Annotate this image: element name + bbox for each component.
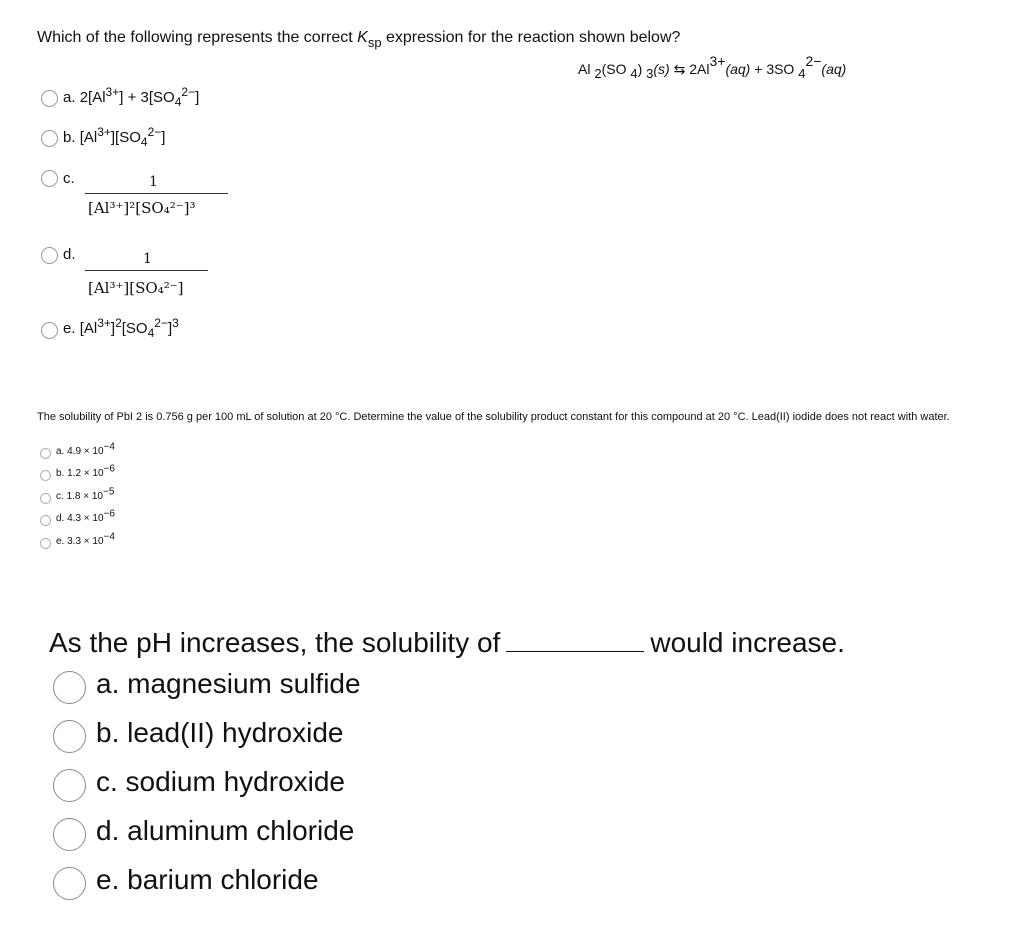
question-1-prompt: Which of the following represents the correct $K_{sp}$ expression for the reaction shown below? [37, 29, 681, 50]
q2-option-e-radio[interactable] [40, 538, 51, 549]
answer-blank [506, 650, 644, 652]
q3-option-e[interactable]: e. barium chloride [96, 864, 319, 895]
q1-option-c-numerator: 1 [149, 174, 158, 190]
q3-option-c-radio[interactable] [53, 769, 86, 802]
equilibrium-arrow-icon: ⇆ [673, 62, 686, 78]
q1-option-d-denominator: [Al³⁺][SO₄²⁻] [88, 279, 184, 297]
q2-option-d-radio[interactable] [40, 515, 51, 526]
q1-option-d-radio[interactable] [41, 247, 58, 264]
q1-option-a-radio[interactable] [41, 90, 58, 107]
question-3-prompt: As the pH increases, the solubility of would increase. [49, 627, 845, 658]
q3-option-a-radio[interactable] [53, 671, 86, 704]
q1-option-d-numerator: 1 [143, 251, 152, 267]
q1-option-c-radio[interactable] [41, 170, 58, 187]
q2-option-d[interactable]: d. $4.3 \times 10^{-6}$ [56, 508, 115, 524]
q3-option-c[interactable]: c. sodium hydroxide [96, 766, 346, 797]
q3-option-d-radio[interactable] [53, 818, 86, 851]
q2-option-c-radio[interactable] [40, 493, 51, 504]
q3-option-d[interactable]: d. aluminum chloride [96, 815, 355, 846]
q3-option-b-radio[interactable] [53, 720, 86, 753]
q3-option-a[interactable]: a. magnesium sulfide [96, 668, 361, 699]
q3-option-b[interactable]: b. lead(II) hydroxide [96, 717, 344, 748]
q1-option-c-denominator: [Al³⁺]²[SO₄²⁻]³ [88, 199, 196, 217]
q1-option-d-fraction-bar [85, 270, 208, 271]
q1-option-e[interactable]: e. $[Al^{3+}]^2[SO_4^{2-}]^3$ [63, 316, 179, 340]
q1-option-c-letter: c. [63, 170, 75, 187]
q2-option-a-radio[interactable] [40, 448, 51, 459]
q2-option-c[interactable]: c. $1.8 \times 10^{-5}$ [56, 486, 115, 502]
q1-option-e-radio[interactable] [41, 322, 58, 339]
q1-option-c-fraction-bar [85, 193, 228, 194]
question-1-reaction: Al $_2$(SO $_4$) $_3$(s) ⇆ $2Al^{3+}(aq) + 3SO$ $_4^{2-}$(aq) [578, 53, 847, 81]
q1-option-d-letter: d. [63, 246, 76, 263]
q2-option-b[interactable]: b. $1.2 \times 10^{-6}$ [56, 463, 115, 479]
q3-option-e-radio[interactable] [53, 867, 86, 900]
q2-option-a[interactable]: a. $4.9 \times 10^{-4}$ [56, 441, 115, 457]
q1-option-b[interactable]: b. $[Al^{3+}][SO_4^{2-}]$ [63, 125, 166, 149]
q2-option-e[interactable]: e. $3.3 \times 10^{-4}$ [56, 531, 115, 547]
q1-option-b-radio[interactable] [41, 130, 58, 147]
q2-option-b-radio[interactable] [40, 470, 51, 481]
q1-option-a[interactable]: a. $2[Al^{3+}] + 3[SO_4^{2-}]$ [63, 85, 200, 109]
question-2-prompt: The solubility of PbI 2 is 0.756 g per 100 mL of solution at 20 °C. Determine the value of the solubility product constant for this compound at 20 °C. Lead(II) iodide does not react with water. [37, 411, 950, 423]
